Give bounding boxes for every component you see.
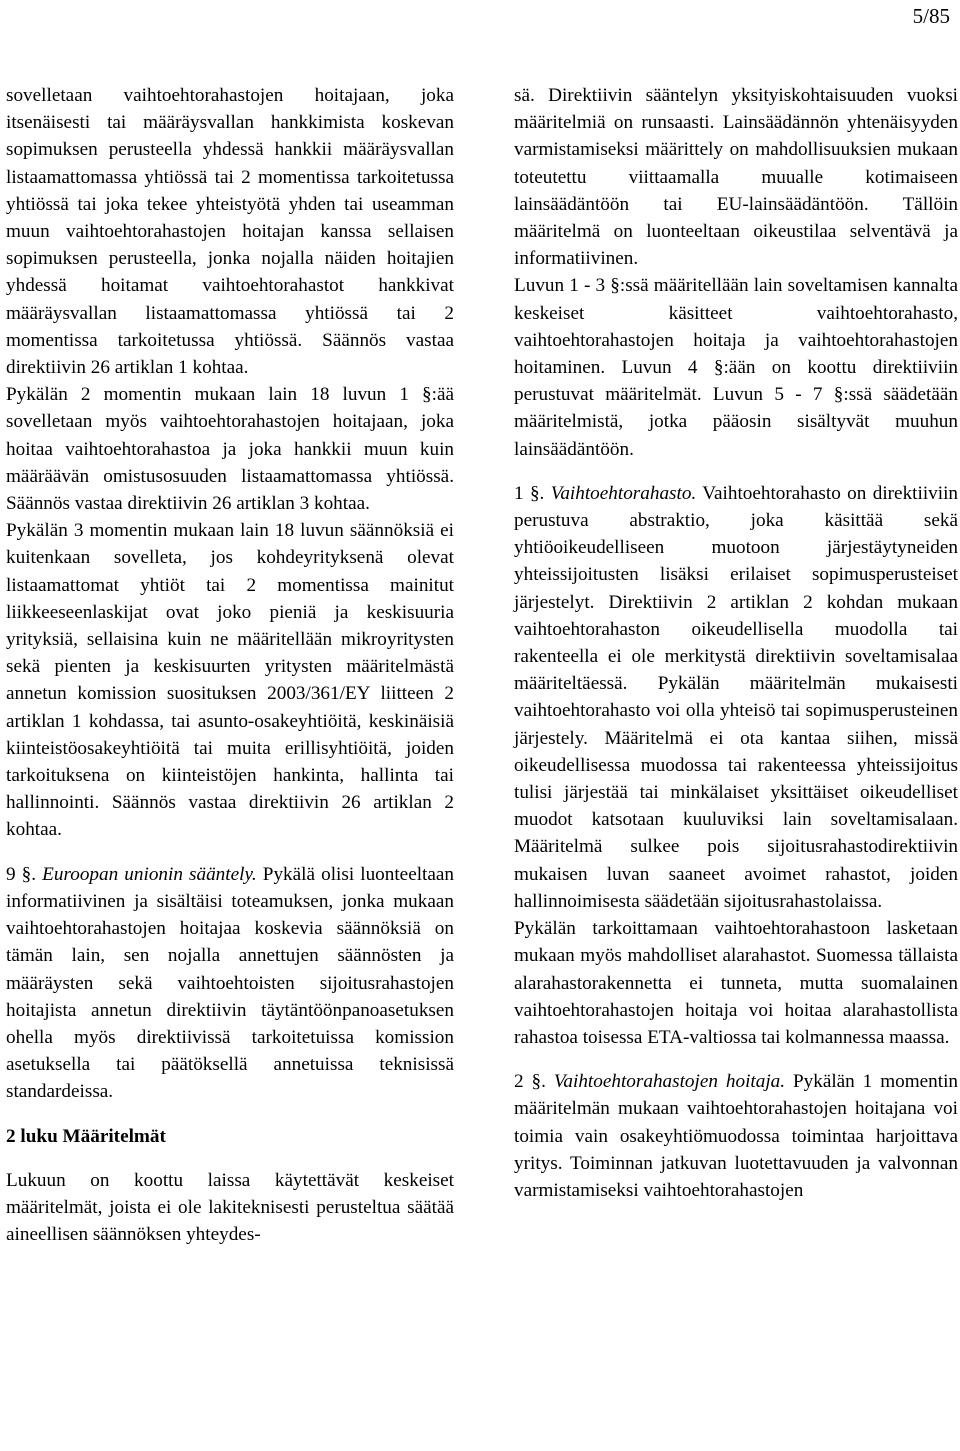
paragraph: Pykälän 3 momentin mukaan lain 18 luvun säännöksiä ei kuitenkaan sovelleta, jos kohdeyrityksenä olevat listaamattomat yhtiöt tai 2 momentissa mainitut liikkeeseenlaskijat ovat joko pieniä ja keskisuuria yrityksiä, sellaisina kuin ne määritellään mikroyritysten sekä pienten ja keskisuurten yritysten määritelmästä annetun komission suosituksen 2003/361/EY liitteen 2 artiklan 1 kohdassa, tai asunto-osakeyhtiöitä, keskinäisiä kiinteistöosakeyhtiöitä tai muita erillisyhtiöitä, joiden tarkoituksena on kiinteistöjen hankinta, hallinta tai hallinnointi. Säännös vastaa direktiivin 26 artiklan 2 kohtaa. <box>6 520 454 841</box>
left-column <box>6 82 454 1248</box>
paragraph: Pykälän 2 momentin mukaan lain 18 luvun 1 §:ää sovelletaan myös vaihtoehtorahastojen hoitajaan, joka hoitaa vaihtoehtorahastoa ja joka hankkii muun kuin määräävän omistusosuuden listaamattomassa yhtiössä. Säännös vastaa direktiivin 26 artiklan 3 kohtaa. <box>6 384 454 515</box>
section-number: 1 §. <box>514 482 551 504</box>
section-title: Euroopan unionin sääntely. <box>42 863 257 885</box>
page-number: 5/85 <box>912 4 950 28</box>
paragraph: sä. Direktiivin sääntelyn yksityiskohtaisuuden vuoksi määritelmiä on runsaasti. Lainsäädännön yhtenäisyyden varmistamiseksi määrittely on mahdollisuuksien mukaan toteutettu viittaamalla muualle kotimaiseen lainsäädäntöön tai EU-lainsäädäntöön. Tällöin määritelmä on luonteeltaan oikeustilaa selventävä ja informatiivinen. <box>514 85 958 270</box>
paragraph: Pykälän tarkoittamaan vaihtoehtorahastoon lasketaan mukaan myös mahdolliset alarahastot. Suomessa tällaista alarahastorakennetta ei tunneta, mutta suomalainen vaihtoehtorahastojen hoitaja voi hoitaa alarahastollista rahastoa toisessa ETA-valtiossa tai kolmannessa maassa. <box>514 918 958 1048</box>
section-number: 9 §. <box>6 863 43 885</box>
section-number: 2 §. <box>514 1071 554 1093</box>
chapter-heading: 2 luku Määritelmät <box>6 1125 166 1147</box>
paragraph: Luvun 1 - 3 §:ssä määritellään lain soveltamisen kannalta keskeiset käsitteet vaihtoehtorahasto, vaihtoehtorahastojen hoitaja ja vaihtoehtorahastojen hoitaminen. Luvun 4 §:ään on koottu direktiiviin perustuvat määritelmät. Luvun 5 - 7 §:ssä säädetään määritelmistä, jotka pääosin sisältyvät muuhun lainsäädäntöön. <box>514 275 958 460</box>
right-column <box>514 82 958 1204</box>
paragraph: sovelletaan vaihtoehtorahastojen hoitajaan, joka itsenäisesti tai määräysvallan hankkimista koskevan sopimuksen perusteella yhdessä hankkii määräysvallan listaamattomassa yhtiössä tai 2 momentissa tarkoitetussa yhtiössä tai joka tekee yhteistyötä yhden tai useamman muun vaihtoehtorahastojen hoitajan kanssa sellaisen sopimuksen perusteella, jonka nojalla näiden hoitajien yhdessä hoitamat vaihtoehtorahastot hankkivat määräysvallan listaamattomassa yhtiössä tai 2 momentissa tarkoitetussa yhtiössä. Säännös vastaa direktiivin 26 artiklan 1 kohtaa. <box>6 85 454 379</box>
section-2-paragraph <box>514 1068 958 1204</box>
section-title: Vaihtoehtorahastojen hoitaja. <box>553 1071 786 1093</box>
paragraph: Lukuun on koottu laissa käytettävät keskeiset määritelmät, joista ei ole lakiteknisesti perusteltua säätää aineellisen säännöksen yhteydes- <box>6 1169 454 1246</box>
section-title: Vaihtoehtorahasto. <box>550 482 697 504</box>
section-text: Vaihtoehtorahasto on direktiiviin perustuva abstraktio, joka käsittää sekä yhtiöoikeudelliseen muotoon järjestäytyneiden yhteissijoitusten lisäksi erilaiset sopimusperusteiset järjestelyt. Direktiivin 2 artiklan 2 kohdan mukaan vaihtoehtorahaston oikeudellisella muodolla tai rakenteella ei ole merkitystä direktiivin soveltamisalaa määriteltäessä. Pykälän määritelmän mukaisesti vaihtoehtorahasto voi olla yhteisö tai sopimusperusteinen järjestely. Määritelmä ei ota kantaa siihen, missä oikeudellisessa muodossa tai rakenteessa yhteissijoitus tulisi järjestää tai minkälaiset yksittäiset oikeudelliset muodot katsotaan kuuluviksi lain soveltamisalaan. Määritelmä sulkee pois sijoitusrahastodirektiivin mukaisen luvan saaneet avoimet rahastot, joiden hallinnoimisesta säädetään sijoitusrahastolaissa. <box>514 482 958 912</box>
section-text: Pykälä olisi luonteeltaan informatiivinen ja sisältäisi toteamuksen, jonka mukaan vaihtoehtorahastojen hoitajaa koskevia säännöksiä on tämän lain, sen nojalla annettujen säännösten ja määräysten sekä vaihtoehtoisten sijoitusrahastojen hoitajista annetun direktiivin täytäntöönpanoasetuksen ohella myös direktiivissä tarkoitetuissa komission asetuksella tai päätöksellä annetuissa teknisissä standardeissa. <box>6 863 455 1103</box>
section-9-paragraph <box>6 861 454 1106</box>
section-1-paragraph <box>514 480 958 915</box>
section-text: Pykälän 1 momentin määritelmän mukaan vaihtoehtorahastojen hoitajana voi toimia vain osakeyhtiömuodossa toimintaa harjoittava yritys. Toiminnan jatkuvan luotettavuuden ja valvonnan varmistamiseksi vaihtoehtorahastojen <box>514 1071 958 1201</box>
